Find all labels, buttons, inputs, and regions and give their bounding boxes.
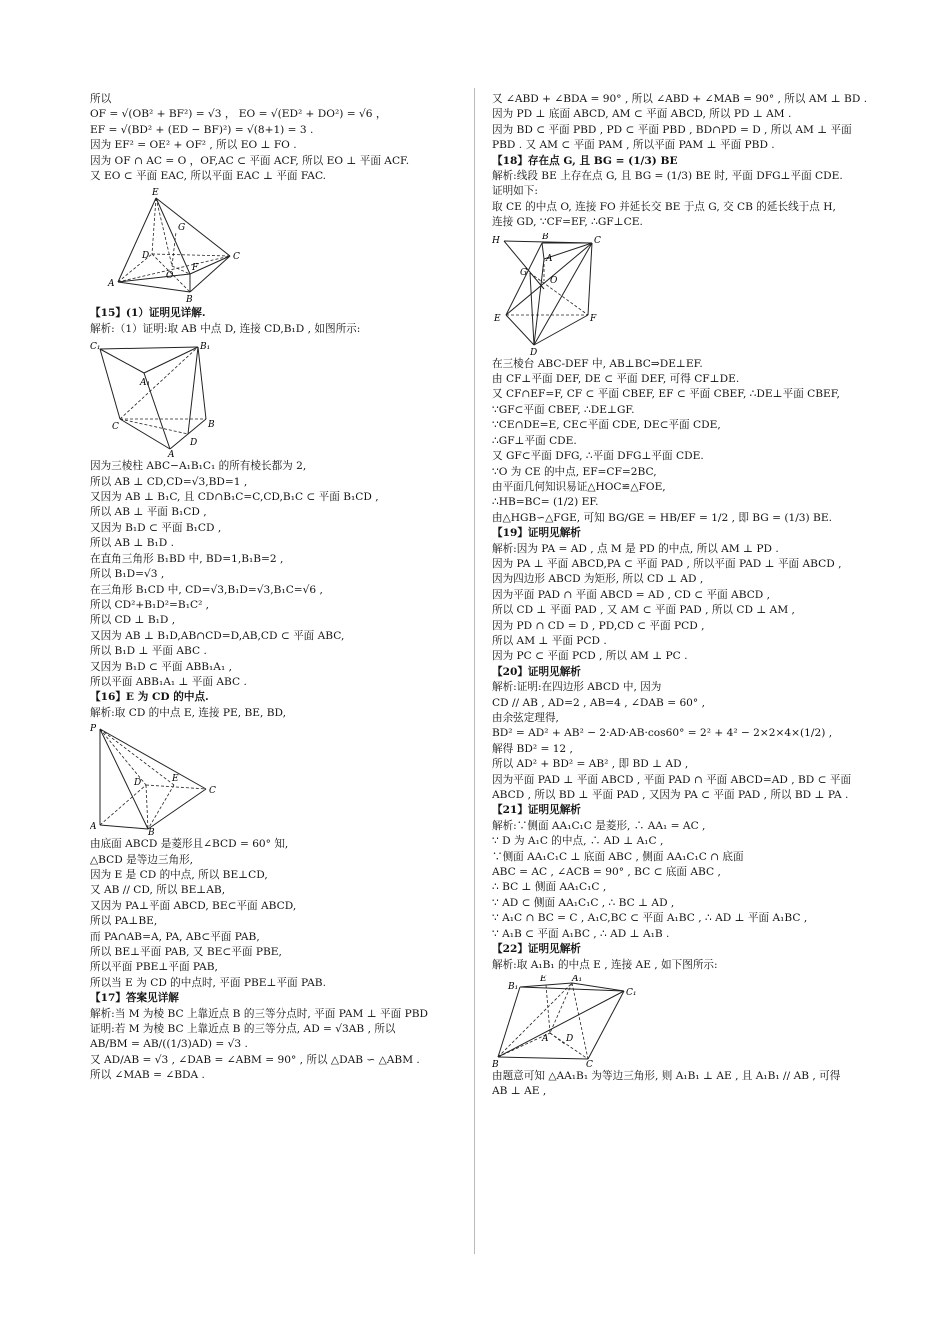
prism-figure-15 — [90, 339, 250, 457]
text-line: 因为平面 PAD ∩ 平面 ABCD = AD , CD ⊂ 平面 ABCD , — [492, 588, 771, 601]
text-line: 因为 PA ⊥ 平面 ABCD,PA ⊂ 平面 PAD , 所以平面 PAD ⊥ 平面 ABCD , — [492, 557, 842, 570]
text-line: 【15】(1）证明见详解. — [90, 307, 206, 320]
text-line: 证明:若 M 为棱 BC 上靠近点 B 的三等分点, AD = √3AB , 所以 — [90, 1023, 396, 1036]
right-block-3 — [492, 1069, 872, 1100]
text-line: OF = √(OB² + BF²) = √3 ， EO = √(ED² + DO²) = √6 ， — [90, 108, 387, 121]
text-line: 所以 ∠MAB = ∠BDA . — [90, 1069, 205, 1082]
text-line: ∵侧面 AA₁C₁C ⊥ 底面 ABC , 侧面 AA₁C₁C ∩ 底面 — [492, 850, 744, 863]
fig1-label: G — [178, 223, 186, 234]
fig2-label: C — [112, 422, 119, 433]
left-block-1 — [90, 92, 462, 184]
text-line: ABC = AC , ∠ACB = 90° , BC ⊂ 底面 ABC , — [492, 866, 721, 879]
text-line: 又 CF∩EF=F, CF ⊂ 平面 CBEF, EF ⊂ 平面 CBEF, ∴DE⊥平面 CBEF, — [492, 388, 840, 401]
text-line: 因为 EF² = OE² + OF² , 所以 EO ⊥ FO . — [90, 139, 297, 152]
text-line: ∴GF⊥平面 CDE. — [492, 434, 577, 447]
text-line: 所以 B₁D ⊥ 平面 ABC . — [90, 645, 207, 658]
text-line: 所以 CD ⊥ 平面 PAD , 又 AM ⊂ 平面 PAD , 所以 CD ⊥ AM , — [492, 604, 795, 617]
left-block-3 — [90, 459, 462, 721]
text-line: 又 EO ⊂ 平面 EAC, 所以平面 EAC ⊥ 平面 FAC. — [90, 170, 327, 183]
fig2-label: A — [168, 450, 175, 458]
fig2-label: D — [190, 438, 198, 449]
text-line: ∵GF⊂平面 CBEF, ∴DE⊥GF. — [492, 403, 635, 416]
text-line: 【21】证明见解析 — [492, 804, 581, 817]
text-line: PBD . 又 AM ⊂ 平面 PAM , 所以平面 PAM ⊥ 平面 PBD . — [492, 139, 775, 152]
text-line: 因为四边形 ABCD 为矩形, 所以 CD ⊥ AD , — [492, 573, 704, 586]
text-line: 【18】存在点 G, 且 BG = (1/3) BE — [492, 154, 678, 167]
text-line: 又因为 AB ⊥ B₁D,AB∩CD=D,AB,CD ⊂ 平面 ABC, — [90, 629, 345, 642]
fig4-label: E — [494, 313, 501, 324]
text-line: 又因为 AB ⊥ B₁C, 且 CD∩B₁C=C,CD,B₁C ⊂ 平面 B₁CD , — [90, 491, 379, 504]
text-line: 所以 AD² + BD² = AB² , 即 BD ⊥ AD , — [492, 758, 689, 771]
fig4-label: C — [594, 235, 601, 246]
fig5-label: E — [540, 974, 547, 984]
text-line: 所以当 E 为 CD 的中点时, 平面 PBE⊥平面 PAB. — [90, 976, 326, 989]
text-line: 因为三棱柱 ABC−A₁B₁C₁ 的所有棱长都为 2, — [90, 460, 307, 473]
left-block-2 — [90, 306, 462, 337]
text-line: 所以平面 ABB₁A₁ ⊥ 平面 ABC . — [90, 675, 247, 688]
fig1-label: A — [108, 279, 115, 290]
fig1-label: E — [152, 188, 159, 199]
text-line: 由平面几何知识易证△HOC≌△FOE, — [492, 480, 666, 493]
fig4-label: O — [550, 275, 558, 286]
text-line: 所以 CD ⊥ B₁D , — [90, 614, 176, 627]
text-line: 所以 B₁D=√3 , — [90, 568, 165, 581]
fig3-label: D — [134, 778, 142, 789]
text-line: 所以 AM ⊥ 平面 PCD . — [492, 634, 607, 647]
text-line: 所以 CD²+B₁D²=B₁C² , — [90, 598, 210, 611]
fig2-label: C₁ — [90, 342, 101, 353]
text-line: ∵O 为 CE 的中点, EF=CF=2BC, — [492, 465, 657, 478]
fig1-label: F — [192, 263, 199, 274]
text-line: 又 ∠ABD + ∠BDA = 90° , 所以 ∠ABD + ∠MAB = 90° , 所以 AM ⊥ BD . — [492, 93, 868, 105]
text-line: 因为 PD ⊥ 底面 ABCD, AM ⊂ 平面 ABCD, 所以 PD ⊥ AM . — [492, 108, 792, 121]
pyramid-figure-16 — [90, 723, 250, 835]
fig1-label: O — [166, 271, 174, 282]
fig3-label: P — [90, 724, 97, 735]
text-line: 解析:∵侧面 AA₁C₁C 是菱形, ∴ AA₁ = AC , — [492, 819, 706, 832]
fig2-label: B — [208, 420, 215, 431]
text-line: 所以 AB ⊥ 平面 B₁CD , — [90, 506, 207, 519]
text-line: 因为 PD ∩ CD = D , PD,CD ⊂ 平面 PCD , — [492, 619, 705, 632]
text-line: 又因为 B₁D ⊂ 平面 ABB₁A₁ , — [90, 660, 232, 673]
text-line: 【19】证明见解析 — [492, 527, 581, 540]
column-divider — [474, 88, 475, 1254]
right-column — [492, 92, 872, 1100]
fig1-label: B — [186, 295, 193, 305]
fig1-label: C — [233, 252, 240, 263]
text-line: 因为 PC ⊂ 平面 PCD , 所以 AM ⊥ PC . — [492, 650, 688, 663]
fig5-label: A₁ — [572, 974, 583, 984]
text-line: 在直角三角形 B₁BD 中, BD=1,B₁B=2 , — [90, 552, 284, 565]
fig2-label: B₁ — [200, 342, 211, 353]
fig3-label: C — [209, 786, 216, 797]
text-line: CD // AB , AD=2 , AB=4 , ∠DAB = 60° , — [492, 696, 705, 709]
text-line: 解析:取 A₁B₁ 的中点 E , 连接 AE , 如下图所示: — [492, 958, 718, 971]
left-column — [90, 92, 462, 1084]
text-line: 【17】答案见详解 — [90, 992, 179, 1005]
text-line: 解得 BD² = 12 , — [492, 742, 573, 755]
right-block-2 — [492, 357, 872, 973]
fig5-label: D — [566, 1033, 574, 1044]
text-line: 【20】证明见解析 — [492, 665, 581, 678]
fig1-label: D — [142, 251, 150, 262]
fig4-label: G — [520, 267, 528, 278]
text-line: 由题意可知 △AA₁B₁ 为等边三角形, 则 A₁B₁ ⊥ AE , 且 A₁B₁ // AB , 可得 — [492, 1069, 841, 1082]
text-line: 所以 PA⊥BE, — [90, 915, 158, 928]
frustum-figure-18 — [492, 233, 652, 355]
fig3-label: B — [148, 828, 155, 836]
prism-figure-22 — [492, 975, 652, 1067]
text-line: 由余弦定理得, — [492, 712, 559, 724]
left-block-4 — [90, 837, 462, 1084]
text-line: 取 CE 的中点 O, 连接 FO 并延长交 BE 于点 G, 交 CB 的延长线于点 H, — [492, 200, 836, 213]
text-line: 解析:线段 BE 上存在点 G, 且 BG = (1/3) BE 时, 平面 DFG⊥平面 CDE. — [492, 170, 843, 183]
text-line: 所以 AB ⊥ B₁D . — [90, 537, 174, 550]
text-line: EF = √(BD² + (ED − BF)²) = √(8+1) = 3 . — [90, 123, 314, 136]
fig5-label: C — [586, 1059, 593, 1067]
text-line: 因为 OF ∩ AC = O ，OF,AC ⊂ 平面 ACF, 所以 EO ⊥ 平面 ACF. — [90, 154, 410, 167]
text-line: AB ⊥ AE , — [492, 1085, 547, 1098]
text-line: 因为 BD ⊂ 平面 PBD , PD ⊂ 平面 PBD , BD∩PD = D , 所以 AM ⊥ 平面 — [492, 123, 852, 136]
text-line: ∵ A₁C ∩ BC = C , A₁C,BC ⊂ 平面 A₁BC , ∴ AD ⊥ 平面 A₁BC , — [492, 912, 808, 925]
text-line: 在三角形 B₁CD 中, CD=√3,B₁D=√3,B₁C=√6 , — [90, 583, 323, 596]
text-line: 又 AB // CD, 所以 BE⊥AB, — [90, 884, 226, 897]
text-line: 所以 — [90, 93, 112, 105]
text-line: AB/BM = AB/((1/3)AD) = √3 . — [90, 1038, 248, 1051]
text-line: ∵CE∩DE=E, CE⊂平面 CDE, DE⊂平面 CDE, — [492, 419, 721, 432]
text-line: 解析:取 CD 的中点 E, 连接 PE, BE, BD, — [90, 706, 286, 719]
text-line: 又因为 PA⊥平面 ABCD, BE⊂平面 ABCD, — [90, 899, 297, 912]
text-line: 解析:因为 PA = AD , 点 M 是 PD 的中点, 所以 AM ⊥ PD . — [492, 542, 779, 555]
text-line: ABCD , 所以 BD ⊥ 平面 PAD , 又因为 PA ⊂ 平面 PAD , 所以 BD ⊥ PA . — [492, 789, 849, 802]
text-line: ∴HB=BC= (1/2) EF. — [492, 496, 599, 509]
text-line: 连接 GD, ∵CF=EF, ∴GF⊥CE. — [492, 216, 643, 229]
text-line: ∵ AD ⊂ 侧面 AA₁C₁C , ∴ BC ⊥ AD , — [492, 896, 675, 909]
fig5-label: A — [542, 1033, 549, 1044]
text-line: 【16】E 为 CD 的中点. — [90, 691, 209, 704]
text-line: 由△HGB∽△FGE, 可知 BG/GE = HB/EF = 1/2 , 即 BG = (1/3) BE. — [492, 511, 832, 524]
text-line: 【22】证明见解析 — [492, 943, 581, 956]
fig3-label: A — [90, 822, 97, 833]
fig4-label: B — [542, 232, 549, 242]
fig5-label: C₁ — [626, 987, 637, 998]
text-line: 解析:（1）证明:取 AB 中点 D, 连接 CD,B₁D , 如图所示: — [90, 322, 361, 335]
text-line: 由底面 ABCD 是菱形且∠BCD = 60° 知, — [90, 838, 289, 851]
text-line: ∵ D 为 A₁C 的中点, ∴ AD ⊥ A₁C , — [492, 835, 664, 848]
text-line: ∴ BC ⊥ 侧面 AA₁C₁C , — [492, 881, 607, 894]
fig3-label: E — [172, 774, 179, 785]
text-line: 又 GF⊂平面 DFG, ∴平面 DFG⊥平面 CDE. — [492, 450, 704, 463]
fig2-label: A₁ — [140, 378, 151, 389]
text-line: 所以 AB ⊥ CD,CD=√3,BD=1 , — [90, 475, 248, 488]
text-line: △BCD 是等边三角形, — [90, 853, 194, 866]
right-block-1 — [492, 92, 872, 231]
text-line: 又因为 B₁D ⊂ 平面 B₁CD , — [90, 521, 222, 534]
text-line: 在三棱台 ABC-DEF 中, AB⊥BC⇒DE⊥EF. — [492, 357, 703, 370]
pyramid-figure-14 — [90, 186, 250, 304]
text-line: 由 CF⊥平面 DEF, DE ⊂ 平面 DEF, 可得 CF⊥DE. — [492, 373, 740, 386]
text-line: 而 PA∩AB=A, PA, AB⊂平面 PAB, — [90, 930, 260, 943]
text-line: 又 AD/AB = √3 , ∠DAB = ∠ABM = 90° , 所以 △DAB ∽ △ABM . — [90, 1053, 420, 1066]
text-line: 解析:当 M 为棱 BC 上靠近点 B 的三等分点时, 平面 PAM ⊥ 平面 PBD — [90, 1007, 428, 1020]
text-line: 证明如下: — [492, 185, 538, 198]
text-line: 所以平面 PBE⊥平面 PAB, — [90, 961, 218, 974]
fig4-label: D — [530, 347, 538, 355]
text-line: 解析:证明:在四边形 ABCD 中, 因为 — [492, 681, 662, 694]
text-line: 因为 E 是 CD 的中点, 所以 BE⊥CD, — [90, 868, 268, 881]
text-line: BD² = AD² + AB² − 2·AD·AB·cos60° = 2² + 4² − 2×2×4×(1/2) , — [492, 727, 833, 740]
text-line: 因为平面 PAD ⊥ 平面 ABCD , 平面 PAD ∩ 平面 ABCD=AD , BD ⊂ 平面 — [492, 773, 852, 786]
fig4-label: F — [590, 313, 597, 324]
fig5-label: B — [492, 1059, 499, 1067]
fig4-label: H — [492, 235, 500, 246]
fig4-label: A — [546, 253, 553, 264]
text-line: ∵ A₁B ⊂ 平面 A₁BC , ∴ AD ⊥ A₁B . — [492, 927, 670, 940]
fig5-label: B₁ — [508, 981, 519, 992]
text-line: 所以 BE⊥平面 PAB, 又 BE⊂平面 PBE, — [90, 946, 282, 958]
